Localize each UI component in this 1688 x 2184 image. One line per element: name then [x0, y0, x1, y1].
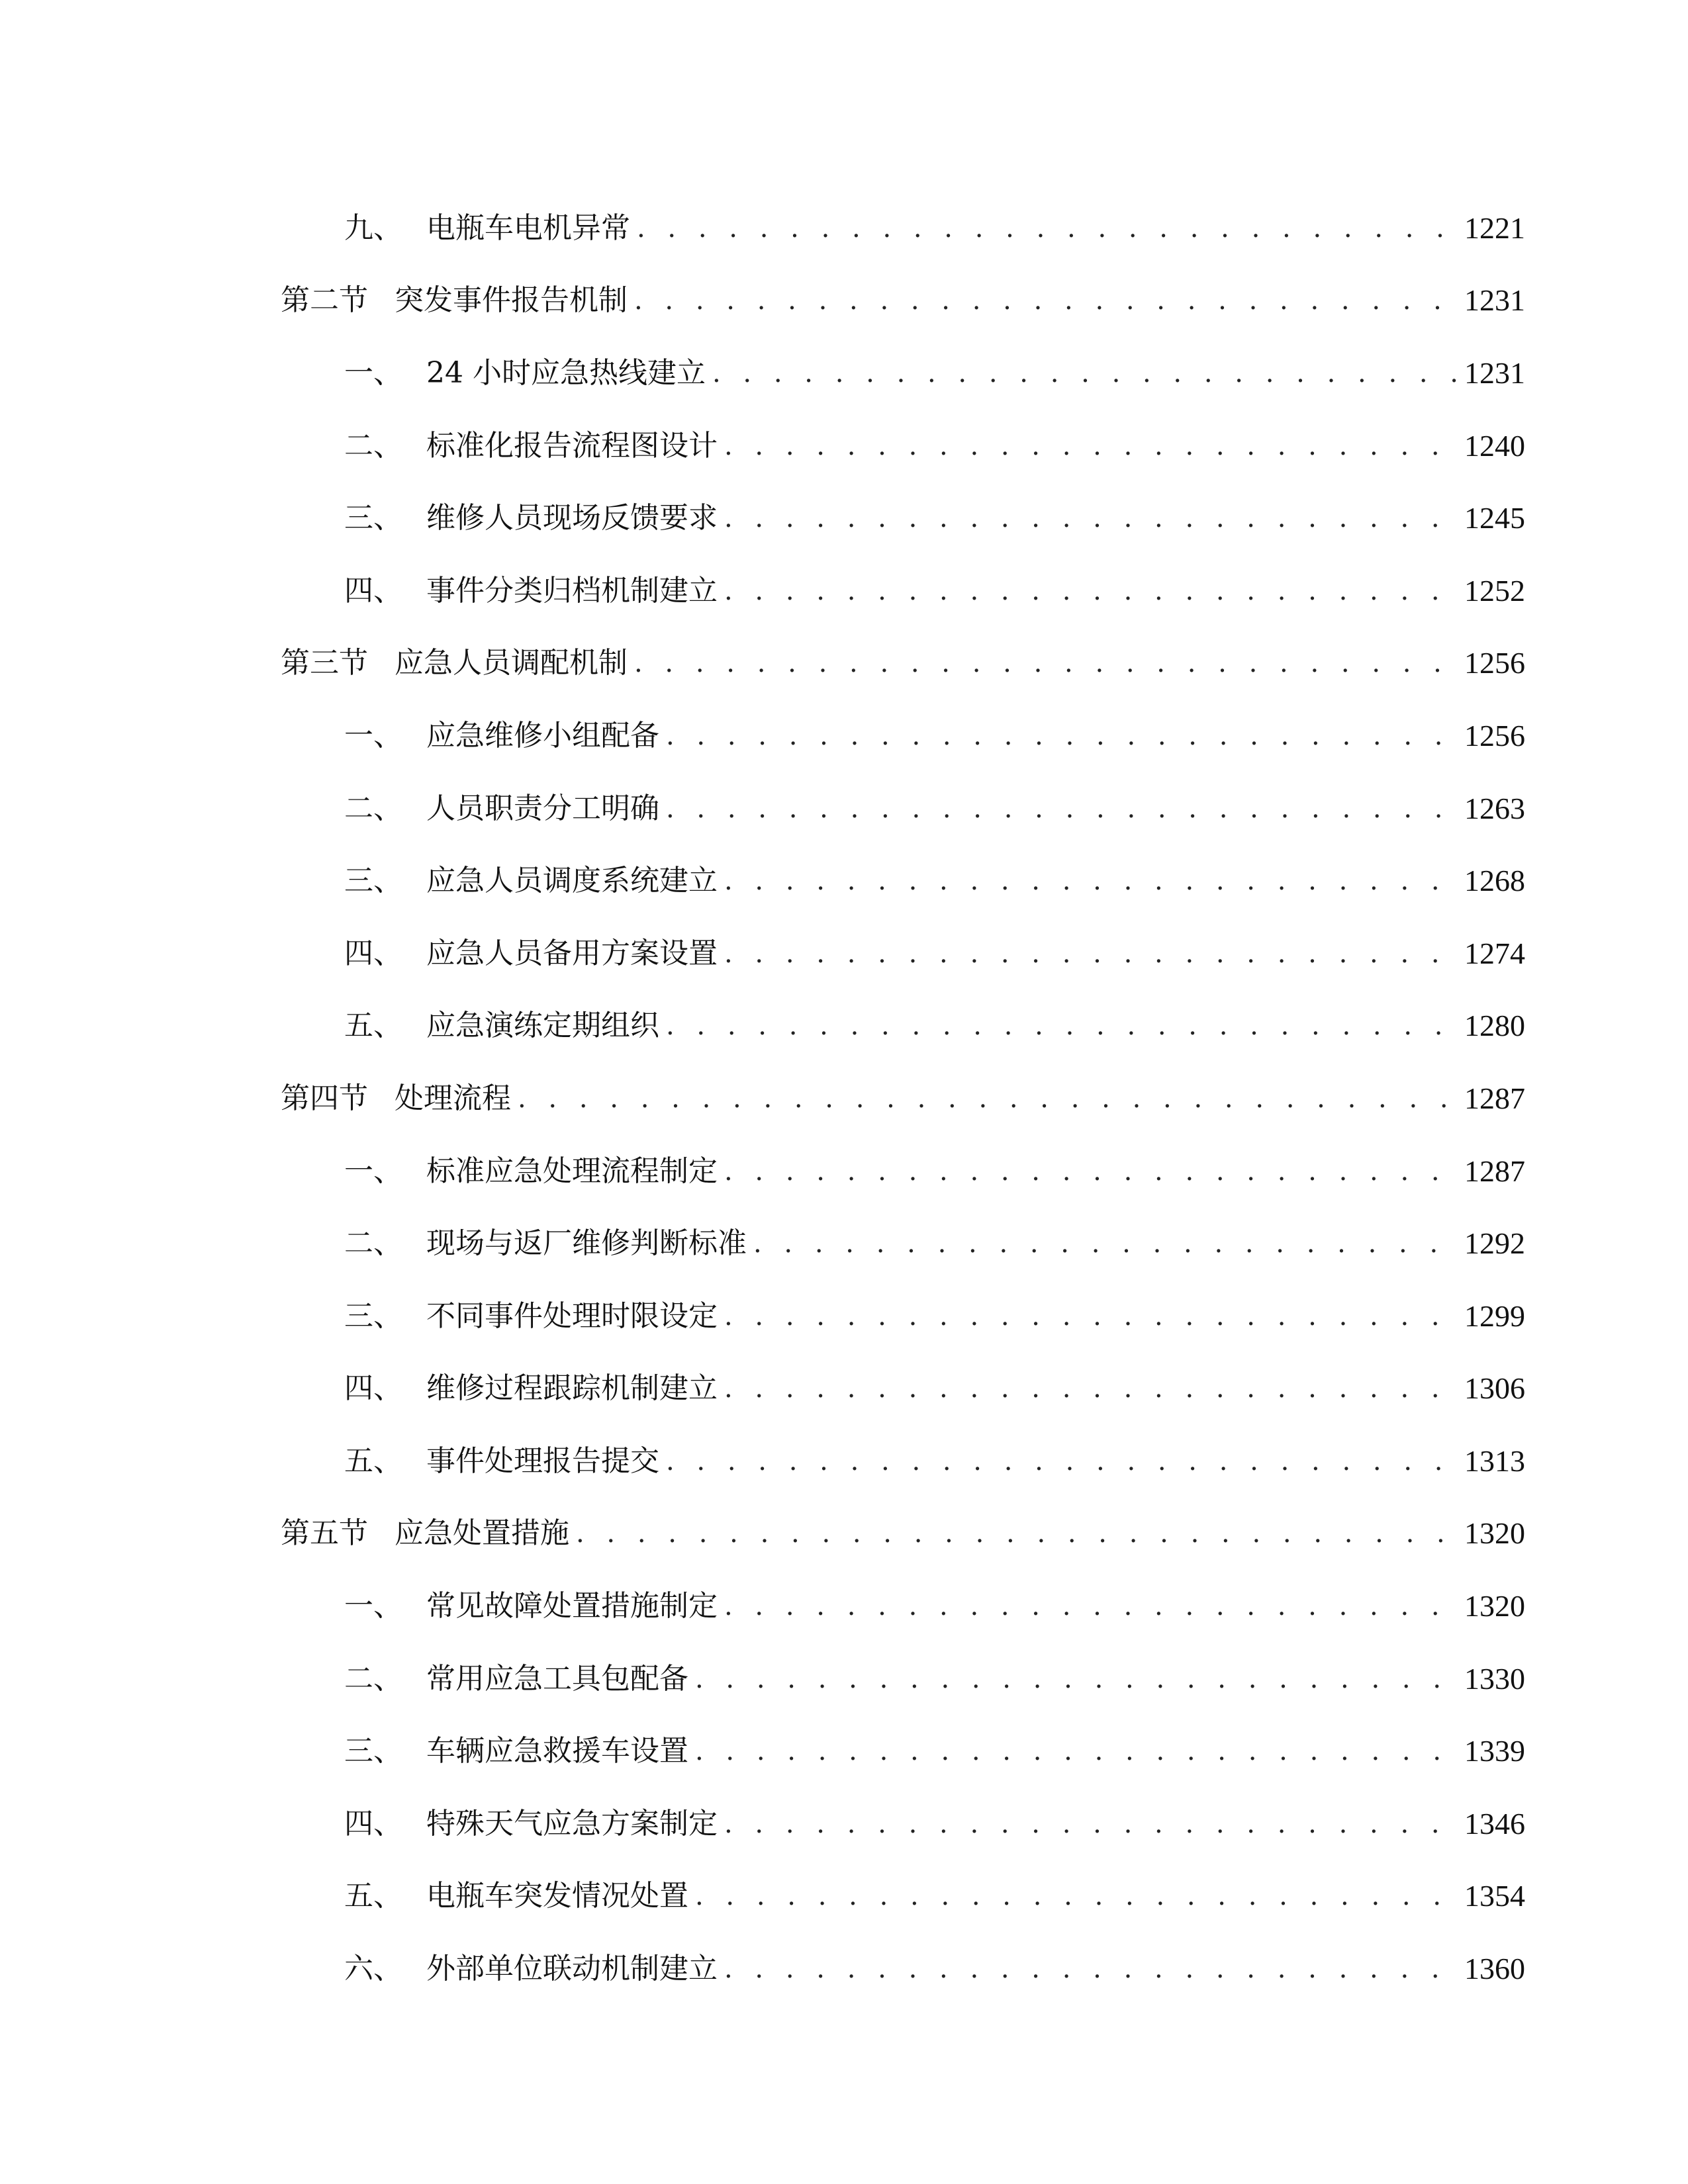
toc-entry-number: 二、: [344, 428, 402, 463]
toc-entry-title: 24 小时应急热线建立: [426, 355, 706, 390]
toc-entry-number: 二、: [344, 1661, 402, 1696]
dot-leader: [712, 360, 1458, 387]
toc-entry[interactable]: [281, 410, 1525, 482]
toc-entry-page: 1330: [1464, 1661, 1525, 1696]
toc-entry-number: 三、: [344, 1734, 402, 1768]
toc-entry-title: 维修过程跟踪机制建立: [426, 1371, 718, 1406]
dot-leader: [724, 1956, 1458, 1982]
toc-entry-number: 六、: [344, 1952, 402, 1986]
toc-entry-page: 1320: [1464, 1589, 1525, 1623]
toc-entry-title: 事件分类归档机制建立: [426, 573, 718, 608]
toc-entry-number: 一、: [344, 1589, 402, 1623]
toc-entry-number: 二、: [344, 791, 402, 825]
toc-entry[interactable]: [281, 990, 1525, 1063]
dot-leader: [666, 1013, 1458, 1039]
toc-section-title: 应急人员调配机制: [395, 646, 628, 680]
dot-leader: [724, 1811, 1458, 1837]
toc-entry-title: 常用应急工具包配备: [426, 1661, 688, 1696]
toc-entry-title: 不同事件处理时限设定: [426, 1298, 718, 1333]
toc-entry[interactable]: [281, 1353, 1525, 1426]
toc-entry[interactable]: [281, 700, 1525, 772]
toc-entry-number: 三、: [344, 501, 402, 535]
toc-entry-title: 应急演练定期组织: [426, 1009, 659, 1043]
toc-section-page: 1320: [1464, 1516, 1525, 1551]
toc-section-number: 第二节: [281, 283, 368, 318]
toc-entry-number: 四、: [344, 573, 402, 608]
dot-leader: [666, 723, 1458, 749]
dot-leader: [666, 1448, 1458, 1475]
toc-section[interactable]: [281, 265, 1525, 338]
toc-section-page: 1231: [1464, 283, 1525, 318]
toc-entry-title: 标准应急处理流程制定: [426, 1154, 718, 1188]
toc-entry[interactable]: [281, 1425, 1525, 1498]
toc-entry-page: 1274: [1464, 936, 1525, 970]
toc-entry-page: 1299: [1464, 1298, 1525, 1333]
toc-entry[interactable]: [281, 1933, 1525, 2005]
toc-entry-title: 常见故障处置措施制定: [426, 1589, 718, 1623]
toc-entry[interactable]: [281, 192, 1525, 265]
toc-entry[interactable]: [281, 1280, 1525, 1353]
toc-entry-page: 1346: [1464, 1806, 1525, 1841]
toc-entry-page: 1292: [1464, 1226, 1525, 1261]
dot-leader: [724, 940, 1458, 967]
toc-section-number: 第五节: [281, 1516, 368, 1551]
toc-entry-title: 外部单位联动机制建立: [426, 1952, 718, 1986]
toc-entry-title: 人员职责分工明确: [426, 791, 659, 825]
toc-section-number: 第三节: [281, 646, 368, 680]
toc-entry-title: 电瓶车突发情况处置: [426, 1879, 688, 1913]
toc-section[interactable]: [281, 1498, 1525, 1570]
toc-entry-title: 维修人员现场反馈要求: [426, 501, 718, 535]
toc-entry-title: 应急人员备用方案设置: [426, 936, 718, 970]
toc-entry[interactable]: [281, 1788, 1525, 1860]
toc-section-title: 处理流程: [395, 1081, 511, 1115]
toc-entry-page: 1240: [1464, 428, 1525, 463]
toc-entry[interactable]: [281, 1715, 1525, 1788]
toc-entry[interactable]: [281, 555, 1525, 627]
dot-leader: [724, 1375, 1458, 1402]
dot-leader: [637, 215, 1458, 242]
dot-leader: [518, 1085, 1458, 1112]
toc-entry-number: 四、: [344, 936, 402, 970]
toc-entry-title: 标准化报告流程图设计: [426, 428, 718, 463]
toc-entry-page: 1252: [1464, 573, 1525, 608]
dot-leader: [576, 1520, 1458, 1547]
toc-entry[interactable]: [281, 482, 1525, 555]
dot-leader: [724, 1593, 1458, 1619]
dot-leader: [666, 796, 1458, 822]
toc-entry-page: 1231: [1464, 355, 1525, 390]
dot-leader: [695, 1666, 1458, 1692]
dot-leader: [634, 650, 1458, 676]
toc-entry-page: 1245: [1464, 501, 1525, 535]
toc-entry-title: 事件处理报告提交: [426, 1443, 659, 1478]
toc-entry-title: 现场与返厂维修判断标准: [426, 1226, 747, 1261]
toc-entry-page: 1339: [1464, 1734, 1525, 1768]
toc-entry-number: 四、: [344, 1371, 402, 1406]
toc-entry-page: 1306: [1464, 1371, 1525, 1406]
toc-entry-page: 1221: [1464, 210, 1525, 245]
toc-entry-page: 1354: [1464, 1879, 1525, 1913]
toc-entry-page: 1256: [1464, 718, 1525, 752]
dot-leader: [724, 433, 1458, 459]
toc-section-title: 突发事件报告机制: [395, 283, 628, 318]
dot-leader: [724, 1158, 1458, 1185]
toc-entry[interactable]: [281, 917, 1525, 990]
toc-section[interactable]: [281, 1062, 1525, 1135]
dot-leader: [753, 1230, 1458, 1257]
toc-section-page: 1287: [1464, 1081, 1525, 1115]
toc-entry[interactable]: [281, 1860, 1525, 1933]
toc-entry-number: 二、: [344, 1226, 402, 1261]
toc-entry-number: 五、: [344, 1443, 402, 1478]
dot-leader: [634, 287, 1458, 314]
toc-entry-page: 1313: [1464, 1443, 1525, 1478]
toc-entry-number: 一、: [344, 1154, 402, 1188]
toc-entry[interactable]: [281, 1570, 1525, 1643]
toc-entry-number: 九、: [344, 210, 402, 245]
toc-section-number: 第四节: [281, 1081, 368, 1115]
toc-entry[interactable]: [281, 844, 1525, 917]
toc-entry-title: 应急维修小组配备: [426, 718, 659, 752]
dot-leader: [724, 1303, 1458, 1330]
toc-entry-number: 五、: [344, 1009, 402, 1043]
toc-entry-page: 1287: [1464, 1154, 1525, 1188]
toc-entry-number: 一、: [344, 718, 402, 752]
toc-entry[interactable]: [281, 1135, 1525, 1208]
dot-leader: [695, 1883, 1458, 1909]
toc-entry-number: 三、: [344, 1298, 402, 1333]
toc-entry[interactable]: [281, 1207, 1525, 1280]
toc-entry-title: 电瓶车电机异常: [426, 210, 630, 245]
toc-entry-number: 四、: [344, 1806, 402, 1841]
toc-entry-number: 一、: [344, 355, 402, 390]
toc-entry-page: 1268: [1464, 864, 1525, 898]
toc-entry-number: 三、: [344, 864, 402, 898]
dot-leader: [724, 505, 1458, 531]
toc-entry-title: 车辆应急救援车设置: [426, 1734, 688, 1768]
table-of-contents: [281, 192, 1525, 2005]
toc-entry[interactable]: [281, 337, 1525, 410]
toc-entry-page: 1280: [1464, 1009, 1525, 1043]
toc-entry[interactable]: [281, 1643, 1525, 1715]
toc-entry-page: 1263: [1464, 791, 1525, 825]
dot-leader: [695, 1738, 1458, 1764]
toc-section[interactable]: [281, 627, 1525, 700]
toc-entry-page: 1360: [1464, 1952, 1525, 1986]
toc-entry[interactable]: [281, 772, 1525, 845]
toc-section-page: 1256: [1464, 646, 1525, 680]
toc-entry-title: 特殊天气应急方案制定: [426, 1806, 718, 1841]
toc-entry-number: 五、: [344, 1879, 402, 1913]
dot-leader: [724, 578, 1458, 604]
toc-section-title: 应急处置措施: [395, 1516, 569, 1551]
dot-leader: [724, 868, 1458, 894]
toc-entry-title: 应急人员调度系统建立: [426, 864, 718, 898]
